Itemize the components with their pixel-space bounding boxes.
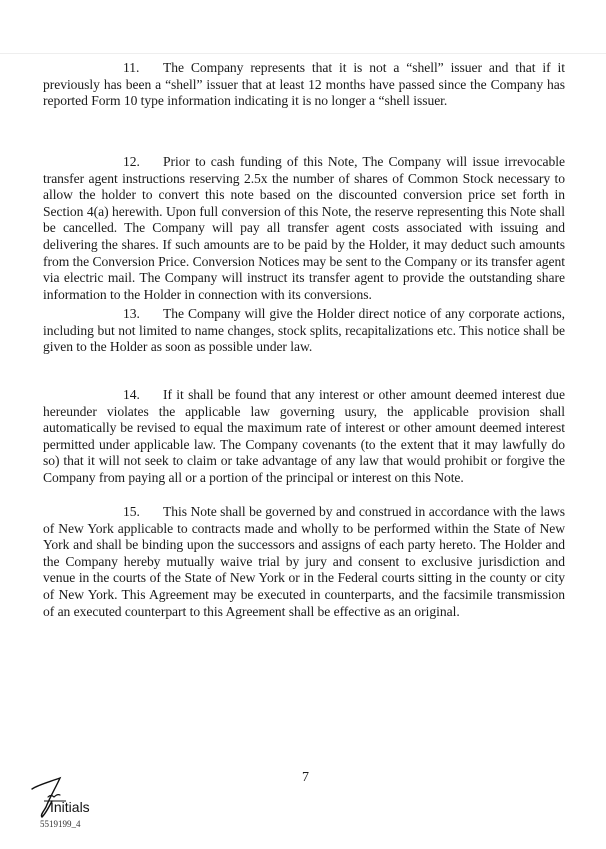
page-number: 7 (302, 770, 309, 785)
paragraph-number: 15. (123, 504, 140, 519)
paragraph-text: This Note shall be governed by and construed in accordance with the laws of New York applicable to contracts made and wholly to be performed within the State of New York and shall be binding upon the successors and assigns of each party hereto. The Holder and the Company hereby mutually waive trial by jury and consent to exclusive jurisdiction and venue in the courts of the State of New York or in the Federal courts sitting in the county or city of New York. This Agreement may be executed in counterparts, and the facsimile transmission of an executed counterpart to this Agreement shall be effective as an original. (43, 504, 565, 619)
initials-block (30, 775, 100, 835)
paragraph-15 (43, 504, 565, 620)
paragraph-12 (43, 154, 565, 303)
paragraph-number: 12. (123, 154, 140, 169)
paragraph-text: If it shall be found that any interest or other amount deemed interest due hereunder violates the applicable law governing usury, the applicable provision shall automatically be revised to equal the maximum rate of interest or other amount deemed interest permitted under applicable law. The Company covenants (to the extent that it may lawfully do so) that it will not seek to claim or take advantage of any law that would prohibit or forgive the Company from paying all or a portion of the principal or interest on this Note. (43, 387, 565, 485)
paragraph-text: The Company will give the Holder direct notice of any corporate actions, including but not limited to name changes, stock splits, recapitalizations etc. This notice shall be given to the Holder as soon as possible under law. (43, 306, 565, 355)
paragraph-number: 11. (123, 60, 140, 75)
page-top-divider (0, 53, 606, 54)
paragraph-11 (43, 60, 565, 110)
paragraph-number: 13. (123, 306, 140, 321)
paragraph-number: 14. (123, 387, 140, 402)
paragraph-13 (43, 306, 565, 356)
initials-label: Initials (50, 799, 90, 815)
document-id: 5519199_4 (40, 819, 81, 829)
paragraph-14 (43, 387, 565, 487)
paragraph-text: The Company represents that it is not a “shell” issuer and that if it previously has been a “shell” issuer that at least 12 months have passed since the Company has reported Form 10 type information indicating it is no longer a “shell issuer. (43, 60, 565, 109)
paragraph-text: Prior to cash funding of this Note, The Company will issue irrevocable transfer agent instructions reserving 2.5x the number of shares of Common Stock necessary to allow the holder to convert this note based on the discounted conversion price set forth in Section 4(a) herewith. Upon full conversion of this Note, the reserve representing this Note shall be cancelled. The Company will pay all transfer agent costs associated with issuing and delivering the shares. If such amounts are to be paid by the Holder, it may deduct such amounts from the Conversion Price. Conversion Notices may be sent to the Company or its transfer agent via electric mail. The Company will instruct its transfer agent to provide the outstanding share information to the Holder in connection with its conversions. (43, 154, 565, 302)
